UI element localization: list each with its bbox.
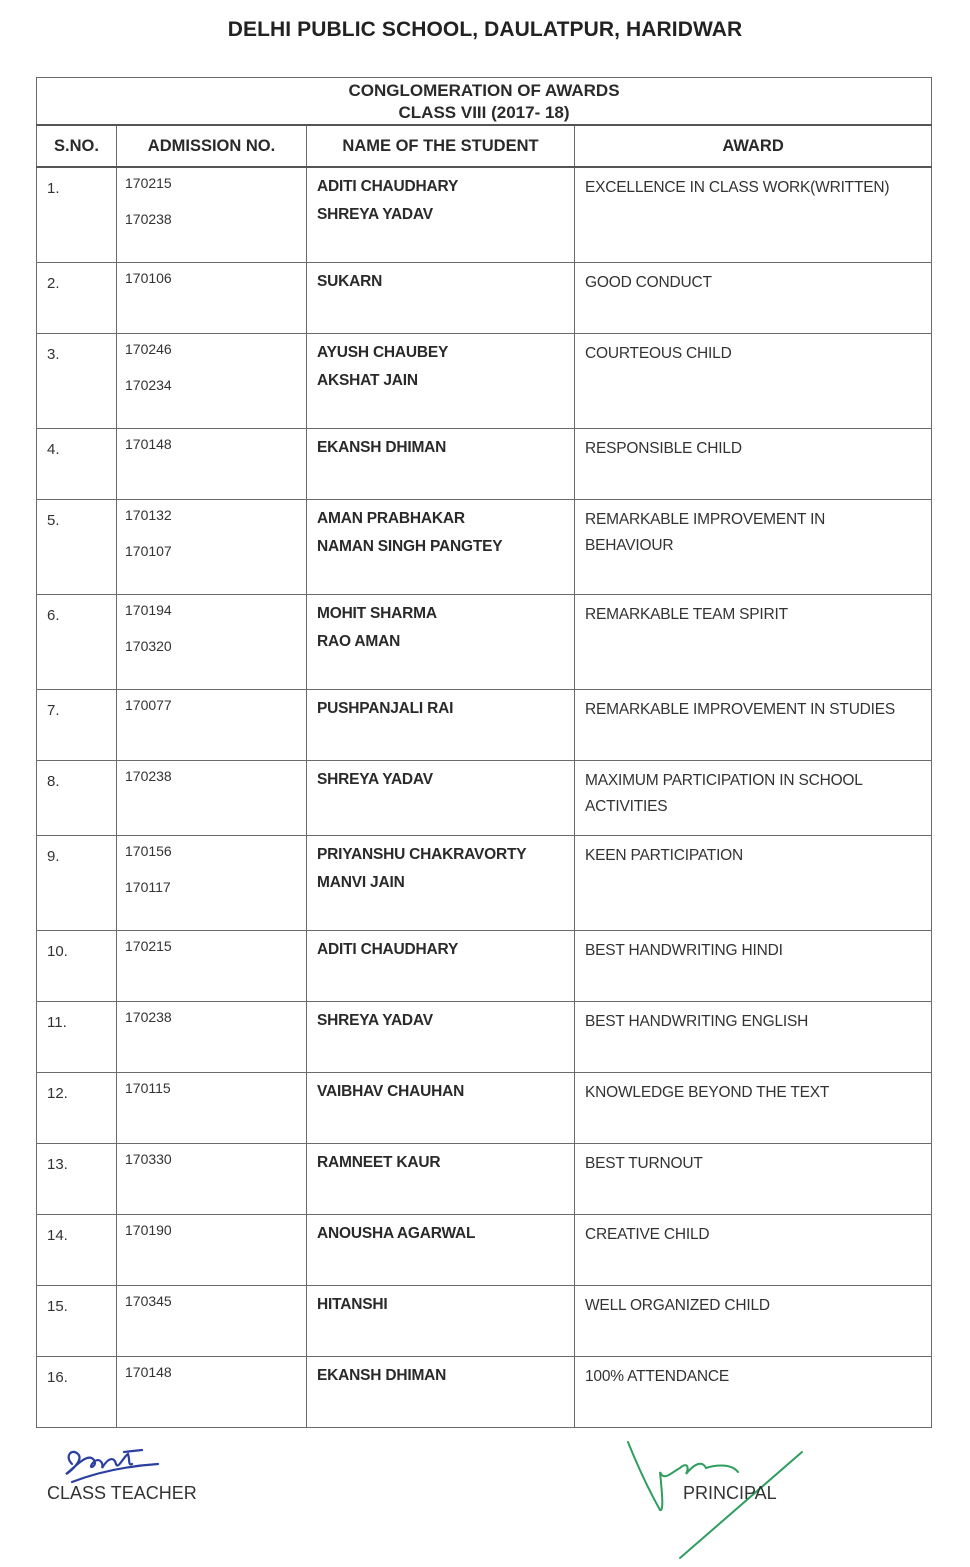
table-row <box>37 167 932 263</box>
award-text: 100% ATTENDANCE <box>585 1368 730 1385</box>
cell-admission <box>117 690 307 761</box>
student-name: NAMAN SINGH PANGTEY <box>317 538 503 555</box>
cell-student-name <box>307 263 575 334</box>
student-name: VAIBHAV CHAUHAN <box>317 1083 465 1100</box>
cell-admission <box>117 263 307 334</box>
admission-number: 170330 <box>125 1151 172 1167</box>
cell-student-name <box>307 429 575 500</box>
table-row <box>37 429 932 500</box>
cell-student-name <box>307 500 575 595</box>
cell-award <box>575 500 932 595</box>
awards-table <box>36 77 932 1428</box>
cell-sno: 13. <box>37 1144 117 1215</box>
student-name: AMAN PRABHAKAR <box>317 510 465 527</box>
header-name: NAME OF THE STUDENT <box>307 125 575 167</box>
cell-sno: 3. <box>37 334 117 429</box>
cell-admission <box>117 429 307 500</box>
cell-sno: 9. <box>37 836 117 931</box>
award-text: WELL ORGANIZED CHILD <box>585 1297 770 1314</box>
cell-award <box>575 931 932 1002</box>
header-admission: ADMISSION NO. <box>117 125 307 167</box>
cell-student-name <box>307 1215 575 1286</box>
award-text: COURTEOUS CHILD <box>585 345 732 362</box>
student-name: PRIYANSHU CHAKRAVORTY <box>317 846 527 863</box>
award-text: REMARKABLE TEAM SPIRIT <box>585 606 788 623</box>
admission-number: 170215 <box>125 938 172 954</box>
cell-admission <box>117 761 307 836</box>
school-name: DELHI PUBLIC SCHOOL, DAULATPUR, HARIDWAR <box>227 18 743 41</box>
table-row <box>37 1144 932 1215</box>
cell-student-name <box>307 595 575 690</box>
cell-sno: 10. <box>37 931 117 1002</box>
award-text: MAXIMUM PARTICIPATION IN SCHOOL <box>585 772 863 789</box>
table-caption <box>37 78 932 126</box>
admission-number: 170345 <box>125 1293 172 1309</box>
admission-number: 170246 <box>125 341 172 357</box>
header-award: AWARD <box>575 125 932 167</box>
admission-number: 170107 <box>125 543 172 559</box>
cell-sno: 1. <box>37 167 117 263</box>
student-name: AYUSH CHAUBEY <box>317 344 449 361</box>
student-name: HITANSHI <box>317 1296 388 1313</box>
table-row <box>37 263 932 334</box>
table-row <box>37 500 932 595</box>
cell-admission <box>117 1286 307 1357</box>
table-body <box>37 167 932 1428</box>
cell-student-name <box>307 931 575 1002</box>
cell-award <box>575 429 932 500</box>
table-row <box>37 334 932 429</box>
admission-number: 170132 <box>125 507 172 523</box>
student-name: EKANSH DHIMAN <box>317 1367 447 1384</box>
cell-award <box>575 1144 932 1215</box>
admission-number: 170320 <box>125 638 172 654</box>
cell-award <box>575 1002 932 1073</box>
award-text: BEST HANDWRITING ENGLISH <box>585 1013 809 1030</box>
cell-student-name <box>307 690 575 761</box>
admission-number: 170190 <box>125 1222 172 1238</box>
cell-admission <box>117 1215 307 1286</box>
student-name: MANVI JAIN <box>317 874 405 891</box>
student-name: EKANSH DHIMAN <box>317 439 447 456</box>
table-row <box>37 690 932 761</box>
cell-sno: 4. <box>37 429 117 500</box>
award-text: ACTIVITIES <box>585 798 668 815</box>
cell-award <box>575 836 932 931</box>
table-row <box>37 931 932 1002</box>
cell-sno: 7. <box>37 690 117 761</box>
cell-student-name <box>307 334 575 429</box>
table-row <box>37 1073 932 1144</box>
cell-student-name <box>307 1286 575 1357</box>
cell-award <box>575 1357 932 1428</box>
header-row <box>37 125 932 167</box>
cell-admission <box>117 334 307 429</box>
student-name: ADITI CHAUDHARY <box>317 178 459 195</box>
admission-number: 170238 <box>125 768 172 784</box>
award-text: EXCELLENCE IN CLASS WORK(WRITTEN) <box>585 179 890 196</box>
table-row <box>37 1286 932 1357</box>
cell-award <box>575 1215 932 1286</box>
cell-admission <box>117 167 307 263</box>
student-name: SUKARN <box>317 273 383 290</box>
cell-sno: 5. <box>37 500 117 595</box>
cell-admission <box>117 931 307 1002</box>
award-text: REMARKABLE IMPROVEMENT IN <box>585 511 826 528</box>
admission-number: 170156 <box>125 843 172 859</box>
table-row <box>37 761 932 836</box>
admission-number: 170238 <box>125 211 172 227</box>
admission-number: 170234 <box>125 377 172 393</box>
admission-number: 170238 <box>125 1009 172 1025</box>
award-text: CREATIVE CHILD <box>585 1226 710 1243</box>
student-name: MOHIT SHARMA <box>317 605 437 622</box>
document-subtitle: CLASS VIII (2017- 18) <box>398 103 570 122</box>
award-text: RESPONSIBLE CHILD <box>585 440 742 457</box>
class-teacher-label: CLASS TEACHER <box>47 1483 197 1503</box>
cell-student-name <box>307 167 575 263</box>
award-text: KNOWLEDGE BEYOND THE TEXT <box>585 1084 830 1101</box>
student-name: ANOUSHA AGARWAL <box>317 1225 476 1242</box>
cell-student-name <box>307 836 575 931</box>
table-row <box>37 1357 932 1428</box>
cell-sno: 6. <box>37 595 117 690</box>
cell-sno: 11. <box>37 1002 117 1073</box>
student-name: SHREYA YADAV <box>317 771 433 788</box>
award-text: BEST HANDWRITING HINDI <box>585 942 783 959</box>
cell-sno: 16. <box>37 1357 117 1428</box>
cell-admission <box>117 500 307 595</box>
cell-award <box>575 334 932 429</box>
cell-student-name <box>307 1144 575 1215</box>
cell-award <box>575 263 932 334</box>
cell-sno: 12. <box>37 1073 117 1144</box>
cell-award <box>575 595 932 690</box>
cell-award <box>575 761 932 836</box>
admission-number: 170117 <box>125 879 171 895</box>
header-sno: S.NO. <box>37 125 117 167</box>
admission-number: 170148 <box>125 436 172 452</box>
admission-number: 170148 <box>125 1364 172 1380</box>
admission-number: 170115 <box>125 1080 171 1096</box>
admission-number: 170194 <box>125 602 172 618</box>
cell-student-name <box>307 761 575 836</box>
award-text: REMARKABLE IMPROVEMENT IN STUDIES <box>585 701 896 718</box>
table-row <box>37 595 932 690</box>
cell-student-name <box>307 1073 575 1144</box>
award-text: GOOD CONDUCT <box>585 274 712 291</box>
cell-admission <box>117 1002 307 1073</box>
table-row <box>37 836 932 931</box>
cell-award <box>575 167 932 263</box>
student-name: AKSHAT JAIN <box>317 372 418 389</box>
award-text: KEEN PARTICIPATION <box>585 847 744 864</box>
cell-award <box>575 1073 932 1144</box>
admission-number: 170215 <box>125 175 172 191</box>
cell-student-name <box>307 1357 575 1428</box>
table-row <box>37 1215 932 1286</box>
admission-number: 170106 <box>125 270 172 286</box>
student-name: RAO AMAN <box>317 633 401 650</box>
cell-admission <box>117 1073 307 1144</box>
student-name: RAMNEET KAUR <box>317 1154 441 1171</box>
cell-sno: 14. <box>37 1215 117 1286</box>
document-title: CONGLOMERATION OF AWARDS <box>348 81 620 100</box>
cell-admission <box>117 836 307 931</box>
cell-admission <box>117 1357 307 1428</box>
cell-sno: 2. <box>37 263 117 334</box>
award-text: BEHAVIOUR <box>585 537 674 554</box>
cell-award <box>575 1286 932 1357</box>
cell-award <box>575 690 932 761</box>
student-name: ADITI CHAUDHARY <box>317 941 459 958</box>
principal-label: PRINCIPAL <box>683 1483 777 1503</box>
cell-student-name <box>307 1002 575 1073</box>
table-row <box>37 1002 932 1073</box>
cell-admission <box>117 1144 307 1215</box>
cell-sno: 15. <box>37 1286 117 1357</box>
student-name: SHREYA YADAV <box>317 1012 433 1029</box>
award-text: BEST TURNOUT <box>585 1155 703 1172</box>
cell-sno: 8. <box>37 761 117 836</box>
admission-number: 170077 <box>125 697 172 713</box>
student-name: SHREYA YADAV <box>317 206 433 223</box>
cell-admission <box>117 595 307 690</box>
student-name: PUSHPANJALI RAI <box>317 700 454 717</box>
